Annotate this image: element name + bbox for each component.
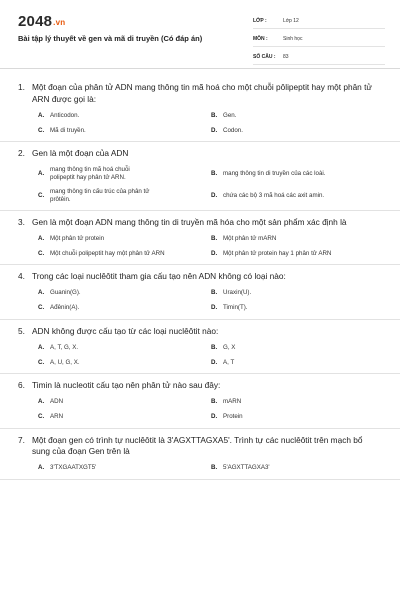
- option-letter: A.: [38, 169, 45, 177]
- meta-key: SỐ CÂU :: [253, 54, 276, 60]
- option-letter: B.: [211, 464, 218, 471]
- option-text: Guanin(G).: [50, 289, 81, 296]
- question-text: [18, 217, 382, 229]
- meta-value: 83: [283, 54, 289, 60]
- option-text: 3'TXGAATXGT5': [50, 464, 97, 471]
- answer-option[interactable]: [211, 111, 384, 120]
- meta-info: [253, 14, 385, 68]
- answer-option[interactable]: [38, 343, 211, 352]
- option-letter: D.: [211, 413, 218, 420]
- question-item: [0, 320, 400, 375]
- meta-row: [253, 32, 385, 47]
- question-body: Gen là một đoạn của ADN: [32, 148, 129, 158]
- option-text: Gen.: [223, 111, 237, 119]
- answer-option[interactable]: [211, 126, 384, 135]
- answer-option[interactable]: [211, 343, 384, 352]
- question-number: 1.: [18, 82, 25, 92]
- question-number: 2.: [18, 148, 25, 158]
- option-text: mARN: [223, 398, 242, 405]
- option-text: Mã di truyền.: [50, 126, 86, 134]
- answer-option[interactable]: [211, 188, 384, 204]
- option-letter: C.: [38, 413, 45, 420]
- brand-tld: .vn: [53, 18, 66, 27]
- question-text: [18, 82, 382, 105]
- answer-option[interactable]: [211, 249, 384, 258]
- meta-value: Lớp 12: [283, 18, 299, 24]
- option-letter: A.: [38, 289, 45, 296]
- question-item: [0, 374, 400, 429]
- question-body: Một đoạn gen có trình tự nuclêôtit là 3'AGXTTAGXA5'. Trình tự các nuclêôtit trên mạch bổ sung của đoạn Gen trên là: [32, 434, 363, 456]
- option-letter: B.: [211, 234, 218, 242]
- option-letter: D.: [211, 358, 218, 366]
- option-text: mang thông tin cấu trúc của phân tử prôtêin.: [50, 187, 150, 203]
- meta-row: [253, 14, 385, 29]
- option-text: mang thông tin mã hoá chuỗi polipeptit hay phân tử ARN.: [50, 165, 130, 181]
- answer-options: [38, 111, 382, 135]
- question-item: [0, 211, 400, 266]
- answer-option[interactable]: [38, 358, 211, 367]
- option-text: mang thông tin di truyền của các loài.: [223, 169, 326, 177]
- answer-option[interactable]: [38, 234, 211, 243]
- option-text: A, T, G, X.: [50, 343, 79, 351]
- option-text: Một phân tử protein: [50, 234, 105, 242]
- answer-option[interactable]: [38, 249, 211, 258]
- question-item: [0, 142, 400, 211]
- option-text: Codon.: [223, 126, 243, 134]
- answer-option[interactable]: [211, 398, 384, 407]
- option-letter: A.: [38, 343, 45, 351]
- answer-option[interactable]: [38, 126, 211, 135]
- option-letter: C.: [38, 304, 45, 311]
- answer-option[interactable]: [38, 188, 211, 204]
- question-item: [0, 429, 400, 480]
- answer-option[interactable]: [211, 413, 384, 422]
- question-list: [0, 76, 400, 480]
- option-text: Uraxin(U).: [223, 289, 252, 296]
- question-body: Gen là một đoạn ADN mang thông tin di truyền mã hóa cho một sản phẩm xác định là: [32, 216, 347, 227]
- option-letter: A.: [38, 234, 45, 242]
- answer-option[interactable]: [211, 234, 384, 243]
- answer-option[interactable]: [38, 166, 211, 182]
- brand-logo[interactable]: [18, 13, 65, 30]
- option-text: Một phân tử protein hay 1 phân tử ARN: [223, 249, 332, 257]
- option-letter: B.: [211, 111, 218, 119]
- brand-main: 2048: [18, 13, 53, 30]
- question-number: 4.: [18, 271, 25, 281]
- option-letter: C.: [38, 249, 45, 257]
- option-letter: B.: [211, 343, 218, 351]
- answer-options: [38, 464, 382, 473]
- meta-key: LỚP :: [253, 18, 267, 24]
- answer-option[interactable]: [38, 304, 211, 313]
- option-letter: D.: [211, 126, 218, 134]
- answer-option[interactable]: [211, 464, 384, 473]
- question-item: [0, 265, 400, 320]
- answer-option[interactable]: [38, 413, 211, 422]
- option-text: A, U, G, X.: [50, 358, 80, 366]
- option-text: Timin(T).: [223, 304, 248, 311]
- meta-key: MÔN :: [253, 36, 268, 42]
- question-body: ADN không được cấu tạo từ các loại nuclêôtit nào:: [32, 325, 219, 336]
- option-text: Một phân tử mARN: [223, 234, 277, 242]
- answer-options: [38, 166, 382, 204]
- meta-value: Sinh học: [283, 36, 303, 42]
- question-body: Trong các loại nuclêôtit tham gia cấu tạo nên ADN không có loại nào:: [32, 271, 286, 281]
- option-text: ADN: [50, 398, 64, 405]
- question-text: [18, 435, 382, 458]
- question-text: [18, 148, 382, 160]
- option-letter: C.: [38, 126, 45, 134]
- question-body: Một đoạn của phân tử ADN mang thông tin mã hoá cho một chuỗi pôlipeptit hay một phân tử ARN được gọi là:: [32, 82, 372, 104]
- option-text: 5'AGXTTAGXA3': [223, 464, 270, 471]
- answer-option[interactable]: [211, 358, 384, 367]
- question-number: 6.: [18, 380, 25, 390]
- option-letter: B.: [211, 398, 218, 405]
- option-text: chứa các bộ 3 mã hoá các axit amin.: [223, 191, 325, 199]
- option-text: Protein: [223, 413, 243, 420]
- option-text: Ađênin(A).: [50, 304, 80, 311]
- option-letter: A.: [38, 464, 45, 471]
- answer-options: [38, 398, 382, 422]
- answer-options: [38, 289, 382, 313]
- question-text: [18, 326, 382, 338]
- answer-options: [38, 234, 382, 258]
- option-text: Một chuỗi polipeptit hay một phân tử ARN: [50, 249, 165, 257]
- option-letter: A.: [38, 111, 45, 119]
- meta-row: [253, 50, 385, 65]
- option-letter: D.: [211, 304, 218, 311]
- option-letter: A.: [38, 398, 45, 405]
- question-text: [18, 271, 382, 283]
- answer-option[interactable]: [211, 304, 384, 313]
- question-text: [18, 380, 382, 392]
- option-letter: D.: [211, 191, 218, 199]
- answer-option[interactable]: [38, 111, 211, 120]
- option-letter: C.: [38, 358, 45, 366]
- answer-option[interactable]: [38, 289, 211, 298]
- answer-options: [38, 343, 382, 367]
- option-text: G, X: [223, 343, 236, 351]
- option-letter: B.: [211, 289, 218, 296]
- option-text: ARN: [50, 413, 64, 420]
- option-letter: D.: [211, 249, 218, 257]
- question-number: 3.: [18, 216, 25, 227]
- option-text: A, T: [223, 358, 235, 366]
- option-letter: C.: [38, 191, 45, 199]
- question-number: 7.: [18, 434, 25, 445]
- page-header: [0, 0, 400, 69]
- question-item: [0, 76, 400, 142]
- page-title: Bài tập lý thuyết về gen và mã di truyền (Có đáp án): [18, 34, 203, 43]
- option-text: Anticodon.: [50, 111, 80, 119]
- question-body: Timin là nucleotit cấu tạo nên phân tử nào sau đây:: [32, 380, 221, 390]
- question-number: 5.: [18, 325, 25, 336]
- answer-option[interactable]: [38, 464, 211, 473]
- option-letter: B.: [211, 169, 218, 177]
- answer-option[interactable]: [38, 398, 211, 407]
- answer-option[interactable]: [211, 289, 384, 298]
- answer-option[interactable]: [211, 166, 384, 182]
